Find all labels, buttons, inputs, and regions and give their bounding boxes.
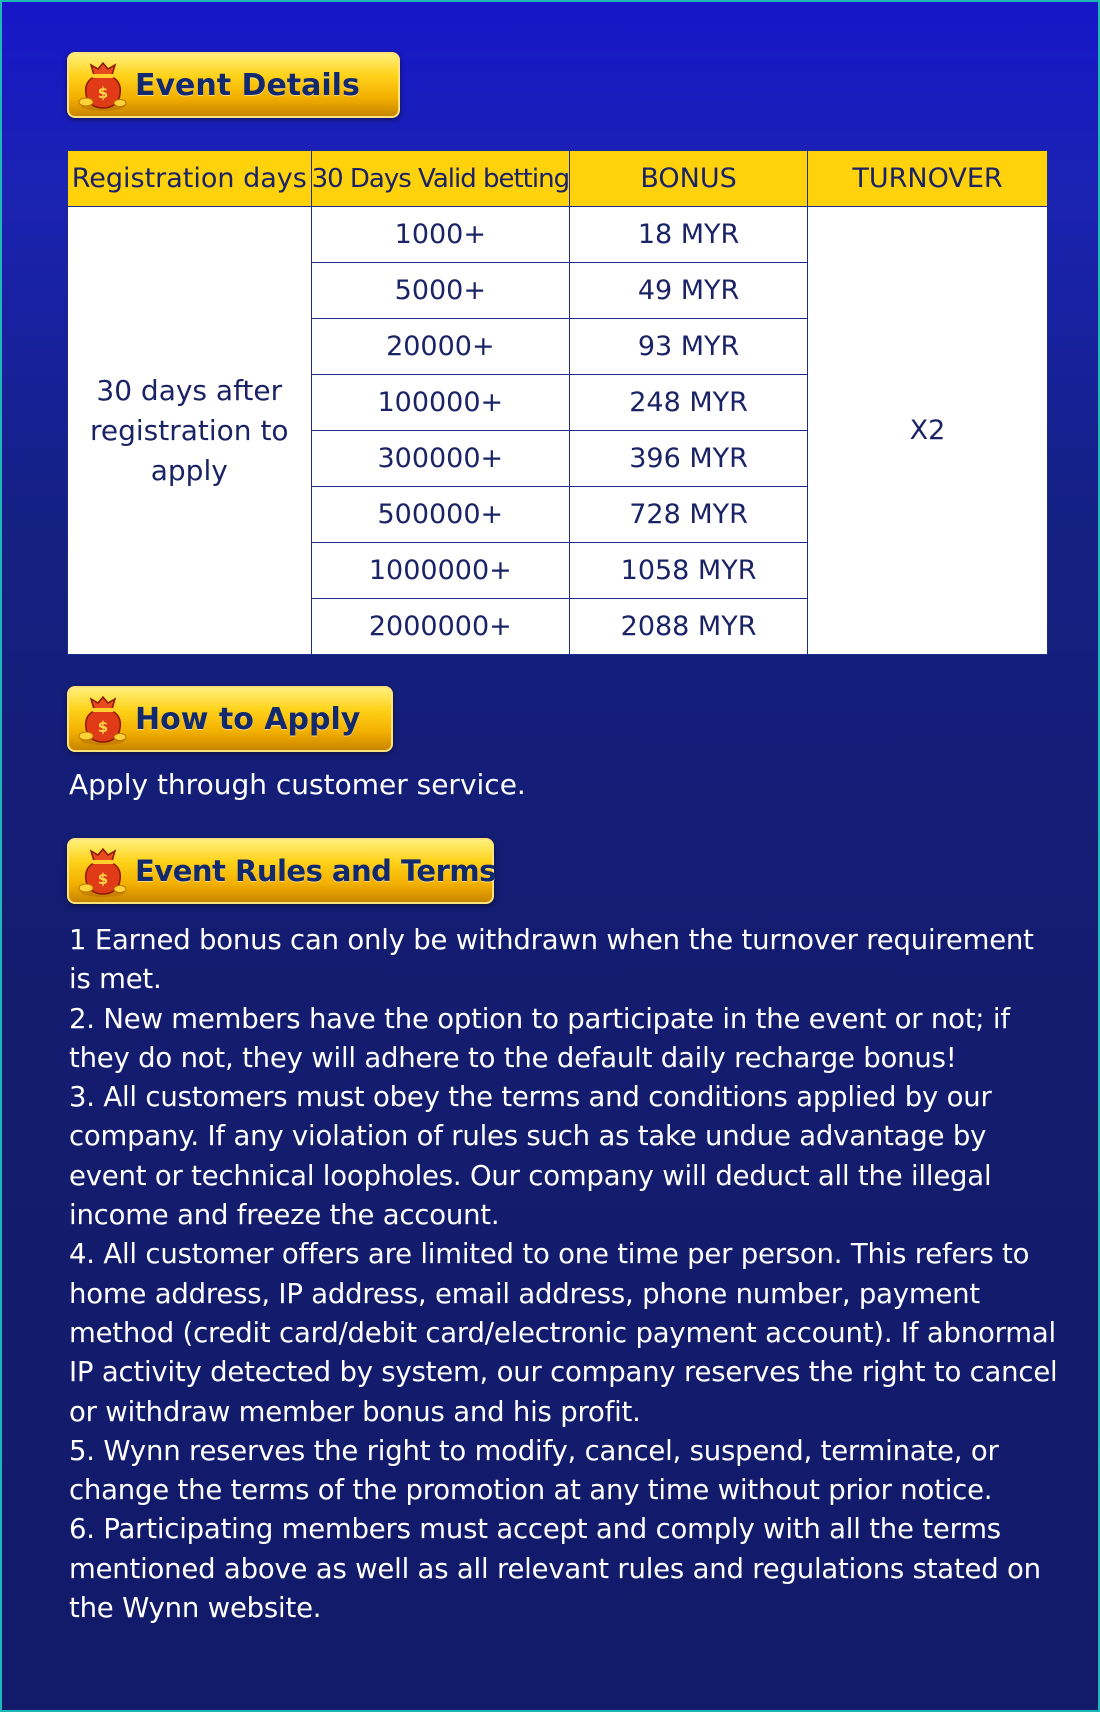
betting-cell: 1000000+ [311, 543, 570, 599]
svg-text:$: $ [97, 870, 109, 888]
bonus-cell: 728 MYR [570, 487, 808, 543]
registration-note: 30 days after registration to apply [68, 207, 312, 655]
apply-instructions: Apply through customer service. [69, 768, 526, 801]
betting-cell: 300000+ [311, 431, 570, 487]
rules-list [69, 921, 1059, 1628]
rule-item: 1 Earned bonus can only be withdrawn when the turnover requirement is met. [69, 924, 1034, 996]
bonus-cell: 93 MYR [570, 319, 808, 375]
betting-cell: 1000+ [311, 207, 570, 263]
event-details-badge [67, 52, 400, 118]
section-title: Event Details [135, 67, 360, 103]
turnover-cell: X2 [808, 207, 1048, 655]
bonus-cell: 248 MYR [570, 375, 808, 431]
header-bonus: BONUS [570, 151, 808, 207]
table-header-row [68, 151, 1048, 207]
bonus-cell: 396 MYR [570, 431, 808, 487]
section-title: Event Rules and Terms [135, 854, 496, 888]
how-to-apply-badge [67, 686, 393, 752]
rule-item: 6. Participating members must accept and comply with all the terms mentioned above as well as all relevant rules and regulations stated on the Wynn website. [69, 1513, 1041, 1625]
bonus-cell: 1058 MYR [570, 543, 808, 599]
rule-item: 3. All customers must obey the terms and conditions applied by our company. If any violation of rules such as take undue advantage by event or technical loopholes. Our company will deduct all the illegal income and freeze the account. [69, 1081, 992, 1232]
bonus-cell: 49 MYR [570, 263, 808, 319]
money-bag-icon [71, 688, 135, 750]
betting-cell: 100000+ [311, 375, 570, 431]
header-registration-days: Registration days [68, 151, 312, 207]
rule-item: 5. Wynn reserves the right to modify, cancel, suspend, terminate, or change the terms of the promotion at any time without prior notice. [69, 1434, 999, 1507]
header-valid-betting: 30 Days Valid betting [311, 151, 570, 207]
rules-terms-badge [67, 838, 494, 904]
betting-cell: 5000+ [311, 263, 570, 319]
rule-item: 2. New members have the option to participate in the event or not; if they do not, they will adhere to the default daily recharge bonus! [69, 1002, 1010, 1074]
bonus-cell: 2088 MYR [570, 599, 808, 655]
betting-cell: 500000+ [311, 487, 570, 543]
section-title: How to Apply [135, 701, 361, 737]
header-turnover: TURNOVER [808, 151, 1048, 207]
money-bag-icon [71, 54, 135, 116]
bonus-cell: 18 MYR [570, 207, 808, 263]
money-bag-icon [71, 840, 135, 902]
svg-text:$: $ [97, 84, 109, 102]
rule-item: 4. All customer offers are limited to one time per person. This refers to home address, IP address, email address, phone number, payment method (credit card/debit card/electronic payment account). If abnormal IP activity detected by system, our company reserves the right to cancel or withdraw member bonus and his profit. [69, 1238, 1058, 1428]
bonus-table [67, 150, 1048, 655]
betting-cell: 20000+ [311, 319, 570, 375]
betting-cell: 2000000+ [311, 599, 570, 655]
svg-text:$: $ [97, 718, 109, 736]
table-row [68, 207, 1048, 263]
